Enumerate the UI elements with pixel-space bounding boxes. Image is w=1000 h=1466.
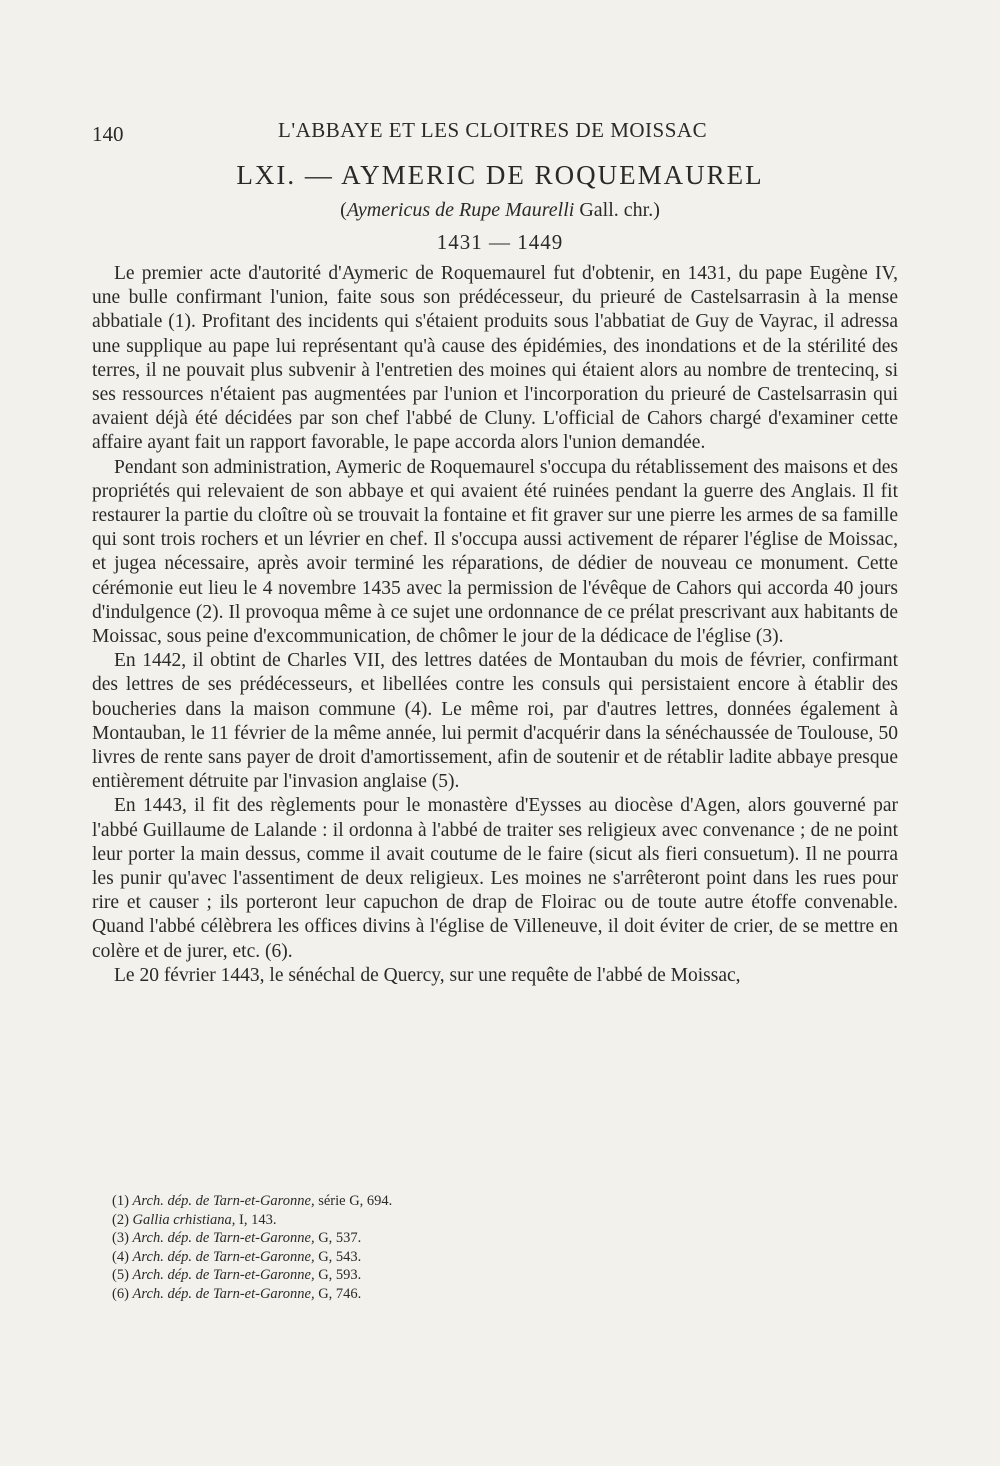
footnote [112, 1266, 712, 1285]
footnote [112, 1248, 712, 1267]
subtitle-latin-name: Aymericus de Rupe Maurelli [346, 199, 575, 221]
footnote-reference: G, 746. [314, 1285, 362, 1302]
subtitle-source: Gall. chr.) [574, 199, 660, 221]
running-title: L'ABBAYE ET LES CLOITRES DE MOISSAC [278, 118, 708, 142]
footnote-number: (1) [112, 1193, 133, 1209]
footnote [112, 1211, 712, 1230]
footnote-number: (5) [112, 1267, 133, 1284]
footnote [112, 1285, 712, 1304]
footnote-number: (4) [112, 1248, 133, 1265]
page-number: 140 [92, 122, 124, 146]
body-text [92, 262, 898, 988]
footnote [112, 1192, 712, 1211]
running-head [92, 118, 908, 148]
footnote-reference: série G, 694. [314, 1193, 393, 1209]
footnote-number: (2) [112, 1211, 133, 1228]
footnote-number: (6) [112, 1285, 133, 1302]
paragraph: Le 20 février 1443, le sénéchal de Quercy, sur une requête de l'abbé de Moissac, [114, 964, 741, 986]
footnote-number: (3) [112, 1230, 133, 1247]
footnotes [112, 1192, 712, 1304]
footnote [112, 1229, 712, 1248]
footnote-source: Arch. dép. de Tarn-et-Garonne, [132, 1248, 315, 1265]
footnote-source: Arch. dép. de Tarn-et-Garonne, [132, 1230, 315, 1247]
chapter-title: LXI. — AYMERIC DE ROQUEMAUREL [236, 160, 764, 190]
footnote-reference: I, 143. [235, 1211, 277, 1228]
footnote-reference: G, 537. [314, 1230, 362, 1247]
paragraph: En 1443, il fit des règlements pour le monastère d'Eysses au diocèse d'Agen, alors gouverné par l'abbé Guillaume de Lalande : il ordonna à l'abbé de traiter ses religieux avec convenance ; de ne point leur porter la main dessus, comme il avait coutume de le faire (sicut als fieri consuetum). Il ne pourra les punir qu'avec l'assentiment de deux religieux. Les moines ne s'arrêteront point dans les rues pour rire et causer ; ils porteront leur capuchon de drap de Floirac ou de toute autre étoffe convenable. Quand l'abbé célèbrera les offices divins à l'église de Villeneuve, il doit éviter de crier, de se mettre en colère et de jurer, etc. (6). [92, 795, 898, 962]
footnote-source: Gallia crhistiana, [132, 1211, 236, 1228]
paragraph: Pendant son administration, Aymeric de Roquemaurel s'occupa du rétablissement des maisons et des propriétés qui relevaient de son abbaye et qui avaient été ruinées pendant la guerre des Anglais. Il fit restaurer la partie du cloître où se trouvait la fontaine et fit graver sur une pierre les armes de sa famille qui sont trois rochers et un lévrier en chef. Il s'occupa aussi activement de réparer l'église de Moissac, et jugea nécessaire, après avoir terminé les réparations, de dédier de nouveau ce monument. Cette cérémonie eut lieu le 4 novembre 1435 avec la permission de l'évêque de Cahors qui accorda 40 jours d'indulgence (2). Il provoqua même à ce sujet une ordonnance de ce prélat prescrivant aux habitants de Moissac, sous peine d'excommunication, de chômer le jour de la dédicace de l'église (3). [92, 456, 898, 648]
paragraph: En 1442, il obtint de Charles VII, des lettres datées de Montauban du mois de février, confirmant des lettres de ses prédécesseurs, et libellées contre les consuls qui persistaient encore à établir des boucheries dans la maison commune (4). Le même roi, par d'autres lettres, données également à Montauban, le 11 février de la même année, lui permit d'acquérir dans la sénéchaussée de Toulouse, 50 livres de rente sans payer de droit d'amortissement, afin de soutenir et de rétablir ladite abbaye presque entièrement détruite par l'invasion anglaise (5). [92, 650, 898, 793]
footnote-source: Arch. dép. de Tarn-et-Garonne, [132, 1193, 315, 1209]
paragraph: Le premier acte d'autorité d'Aymeric de Roquemaurel fut d'obtenir, en 1431, du pape Eugène IV, une bulle confirmant l'union, faite sous son prédécesseur, du prieuré de Castelsarrasin à la mense abbatiale (1). Profitant des incidents qui s'étaient produits sous l'abbatiat de Guy de Vayrac, il adressa une supplique au pape lui représentant qu'à cause des épidémies, des inondations et de la stérilité des terres, il ne pouvait plus subvenir à l'entretien des moines qui étaient alors au nombre de trentecinq, si ses ressources n'étaient pas augmentées par l'union et l'incorporation du prieuré de Castelsarrasin qui avaient déjà été décidées par son chef l'abbé de Cluny. L'official de Cahors chargé d'examiner cette affaire ayant fait un rapport favorable, le pape accorda alors l'union demandée. [92, 263, 898, 454]
footnote-source: Arch. dép. de Tarn-et-Garonne, [132, 1267, 315, 1284]
subtitle-open: ( [340, 199, 347, 221]
footnote-source: Arch. dép. de Tarn-et-Garonne, [132, 1285, 315, 1302]
chapter-subtitle [0, 199, 1000, 222]
footnote-reference: G, 543. [314, 1248, 362, 1265]
footnote-reference: G, 593. [314, 1267, 362, 1284]
chapter-dates: 1431 — 1449 [436, 230, 564, 254]
